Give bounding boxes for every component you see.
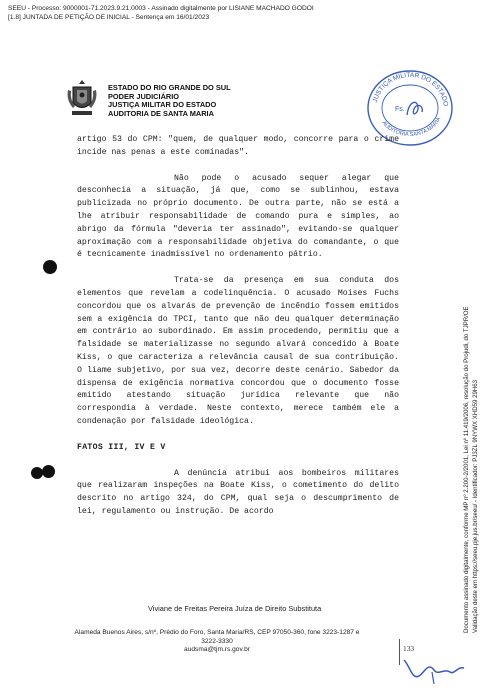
institution-power: PODER JUDICIÁRIO [108, 91, 180, 101]
page-footer [72, 629, 362, 655]
institution-state: ESTADO DO RIO GRANDE DO SUL [108, 83, 231, 92]
stamp-fs-label: Fs. [395, 106, 405, 113]
page-number: 133 [403, 644, 415, 653]
document-body [77, 134, 399, 519]
side-text-line-2: Validação deste em https://seeu.pje.jus.br/seeu/ - Identificador: PJ3ZL 9NYWX XHD59 29H63 [472, 379, 479, 633]
system-header-line-2: [1.8] JUNTADA DE PETIÇÃO DE INICIAL - Sentença em 16/01/2023 [8, 14, 210, 21]
institution-auditoria: AUDITORIA DE SANTA MARIA [108, 108, 214, 118]
stamp-bottom-text: AUDITORIA SANTA MARIA [380, 116, 443, 138]
side-validation-text [430, 128, 480, 638]
stamp-ring-text: JUSTIÇA MILITAR DO ESTADO [371, 71, 449, 107]
system-header-line-1: SEEU - Processo: 9000001-71.2023.9.21.0003 - Assinado digitalmente por LISIANE MACHADO GODOI [8, 5, 314, 12]
handwritten-signature [392, 632, 482, 692]
footer-email: audsma@tjm.rs.gov.br [184, 646, 250, 654]
punch-hole-bottom-right [42, 465, 55, 478]
paragraph-4: A denúncia atribui aos bombeiros militares que realizaram inspeções na Boate Kiss, o cometimento do delito descrito no artigo 324, do CPM, qual seja o descumprimento de lei, regulamento ou instrução. De acordo [77, 468, 399, 516]
institution-court: JUSTIÇA MILITAR DO ESTADO [108, 100, 217, 110]
judge-signature-line: Viviane de Freitas Pereira Juíza de Direito Substituta [148, 604, 322, 613]
coat-of-arms-icon [66, 78, 98, 118]
side-text-line-1: Documento assinado digitalmente, conforme MP nº 2.200-2/2001, Lei nº 11.419/2006, resolução do Projudi, do TJPR/OE [463, 306, 470, 633]
punch-hole-top [43, 260, 57, 274]
section-heading: FATOS III, IV E V [77, 442, 166, 452]
paragraph-2: Não pode o acusado sequer alegar que desconhecia a situação, já que, como se sublinhou, estava publicizada no próprio documento. De outra parte, não se está a lhe atribuir responsabilidade de comando pura e simples, ao abrigo da fórmula "deveria ter assinado", evitando-se qualquer aproximação com a responsabilidade objetiva do comandante, o que é tecnicamente inadmissível no ordenamento pátrio. [77, 173, 399, 260]
footer-address: Alameda Buenos Aires, s/nº, Prédio do Foro, Santa Maria/RS, CEP 97050-360, fone 3223-1287 e 3222-3330 [74, 629, 360, 645]
paragraph-1: artigo 53 do CPM: "quem, de qualquer modo, concorre para o crime incide nas penas a este cominadas". [77, 135, 399, 157]
paragraph-3: Trata-se da presença em sua conduta dos elementos que revelam a codelinquência. O acusado Moises Fuchs concordou que os alvarás de prevenção de incêndio fossem emitidos sem a exigência do TPCI, tanto que não deu qualquer determinação em contrário ao subordinado. Em assim procedendo, permitiu que a falsidade se materializasse no segundo alvará concedido à Boate Kiss, o que caracteriza a relevância causal de sua contribuição. O liame subjetivo, por sua vez, decorre deste cenário. Sabedor da dispensa de exigência normativa concordou que o documento fosse emitido atestando situação jurídica relevante que não correspondia à verdade. Neste contexto, merece também ele a condenação por falsidade ideológica. [77, 276, 399, 426]
stamp-initials [407, 102, 422, 115]
institution-header [108, 84, 231, 118]
